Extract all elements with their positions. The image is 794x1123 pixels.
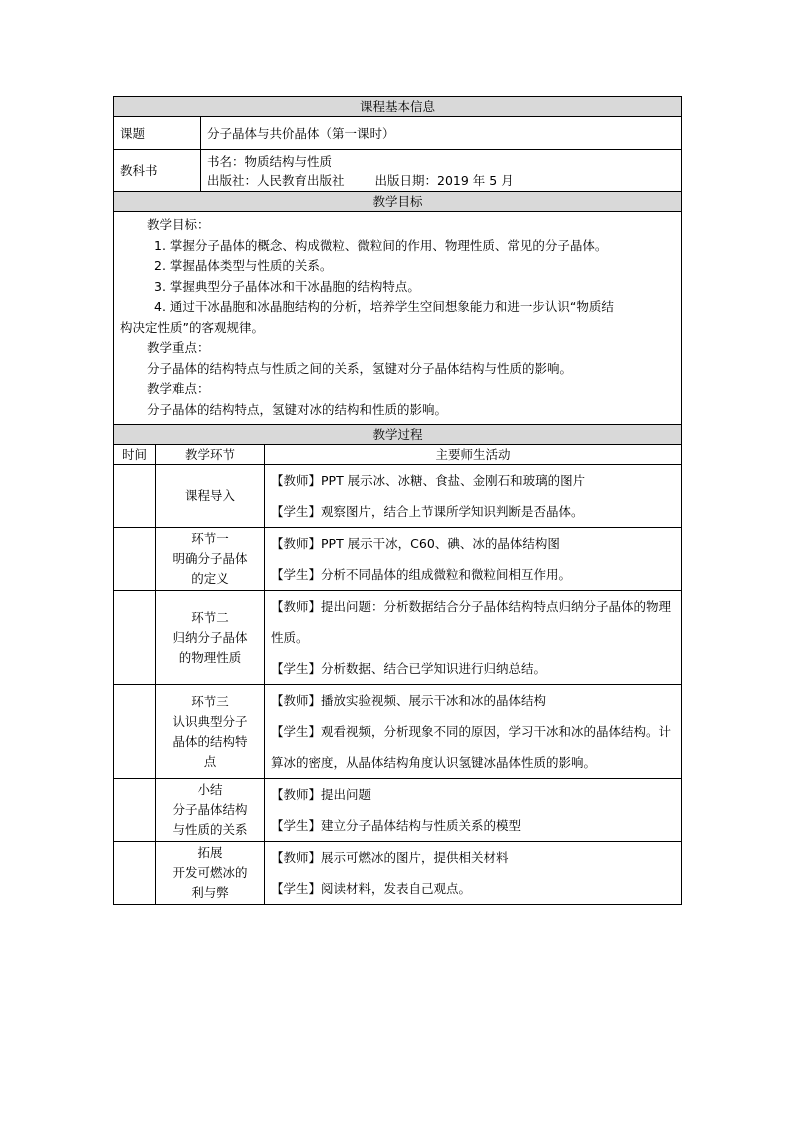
teacher-activity: 【教师】提出问题：分析数据结合分子晶体结构特点归纳分子晶体的物理性质。 xyxy=(271,599,672,645)
key-points-title: 教学重点： xyxy=(147,340,210,355)
time-cell xyxy=(114,685,156,779)
publisher: 出版社：人民教育出版社 xyxy=(207,172,345,188)
activity-cell xyxy=(265,465,682,528)
stage-cell: 拓展 开发可燃冰的 利与弊 xyxy=(156,842,265,905)
objectives-body xyxy=(114,212,682,425)
goal-item: 2. 掌握晶体类型与性质的关系。 xyxy=(154,258,333,273)
col-stage-header: 教学环节 xyxy=(156,445,265,465)
process-row xyxy=(114,842,682,905)
goal-item-continued: 构决定性质”的客观规律。 xyxy=(120,319,264,335)
process-row xyxy=(114,779,682,842)
stage-cell: 环节一 明确分子晶体 的定义 xyxy=(156,528,265,591)
activity-cell xyxy=(265,779,682,842)
goal-item: 1. 掌握分子晶体的概念、构成微粒、微粒间的作用、物理性质、常见的分子晶体。 xyxy=(154,237,608,253)
time-cell xyxy=(114,779,156,842)
difficulties-text: 分子晶体的结构特点，氢键对冰的结构和性质的影响。 xyxy=(147,401,448,417)
student-activity: 【学生】观察图片，结合上节课所学知识判断是否晶体。 xyxy=(271,504,584,519)
publisher-line xyxy=(207,171,681,190)
difficulties-title: 教学难点： xyxy=(147,381,210,396)
objectives-header: 教学目标 xyxy=(114,192,682,212)
student-activity: 【学生】分析数据、结合已学知识进行归纳总结。 xyxy=(271,661,547,676)
activity-cell xyxy=(265,842,682,905)
process-row xyxy=(114,465,682,528)
teacher-activity: 【教师】展示可燃冰的图片，提供相关材料 xyxy=(271,850,509,865)
col-time-header: 时间 xyxy=(114,445,156,465)
process-row xyxy=(114,591,682,685)
stage-cell: 小结 分子晶体结构 与性质的关系 xyxy=(156,779,265,842)
key-points-text: 分子晶体的结构特点与性质之间的关系，氢键对分子晶体结构与性质的影响。 xyxy=(147,360,573,376)
course-info-header: 课程基本信息 xyxy=(114,97,682,117)
activity-cell xyxy=(265,591,682,685)
goal-item: 4. 通过干冰晶胞和冰晶胞结构的分析，培养学生空间想象能力和进一步认识“物质结 xyxy=(154,299,614,314)
goal-item: 3. 掌握典型分子晶体冰和干冰晶胞的结构特点。 xyxy=(154,278,420,294)
textbook-info xyxy=(201,150,682,192)
teacher-activity: 【教师】播放实验视频、展示干冰和冰的晶体结构 xyxy=(271,693,547,708)
activity-cell xyxy=(265,685,682,779)
teacher-activity: 【教师】PPT 展示干冰，C60、碘、冰的晶体结构图 xyxy=(271,536,560,551)
lesson-plan-page xyxy=(113,96,681,905)
goals-title: 教学目标： xyxy=(147,217,210,232)
time-cell xyxy=(114,842,156,905)
process-header: 教学过程 xyxy=(114,425,682,445)
publication-date: 出版日期：2019 年 5 月 xyxy=(374,172,514,188)
teacher-activity: 【教师】提出问题 xyxy=(271,787,372,802)
topic-value: 分子晶体与共价晶体（第一课时） xyxy=(201,117,682,150)
time-cell xyxy=(114,465,156,528)
stage-cell: 环节三 认识典型分子 晶体的结构特 点 xyxy=(156,685,265,779)
teacher-activity: 【教师】PPT 展示冰、冰糖、食盐、金刚石和玻璃的图片 xyxy=(271,473,586,488)
student-activity: 【学生】阅读材料，发表自己观点。 xyxy=(271,881,472,896)
student-activity: 【学生】分析不同晶体的组成微粒和微粒间相互作用。 xyxy=(271,567,572,582)
student-activity: 【学生】建立分子晶体结构与性质关系的模型 xyxy=(271,818,522,833)
time-cell xyxy=(114,591,156,685)
textbook-label: 教科书 xyxy=(114,150,201,192)
process-row xyxy=(114,528,682,591)
book-name: 书名：物质结构与性质 xyxy=(207,153,333,169)
student-activity: 【学生】观看视频，分析现象不同的原因，学习干冰和冰的晶体结构。计算冰的密度，从晶体结构角度认识氢键冰晶体性质的影响。 xyxy=(271,724,672,770)
col-activity-header: 主要师生活动 xyxy=(265,445,682,465)
stage-cell: 环节二 归纳分子晶体 的物理性质 xyxy=(156,591,265,685)
process-row xyxy=(114,685,682,779)
topic-label: 课题 xyxy=(114,117,201,150)
activity-cell xyxy=(265,528,682,591)
lesson-plan-table xyxy=(113,96,682,905)
stage-cell: 课程导入 xyxy=(156,465,265,528)
time-cell xyxy=(114,528,156,591)
